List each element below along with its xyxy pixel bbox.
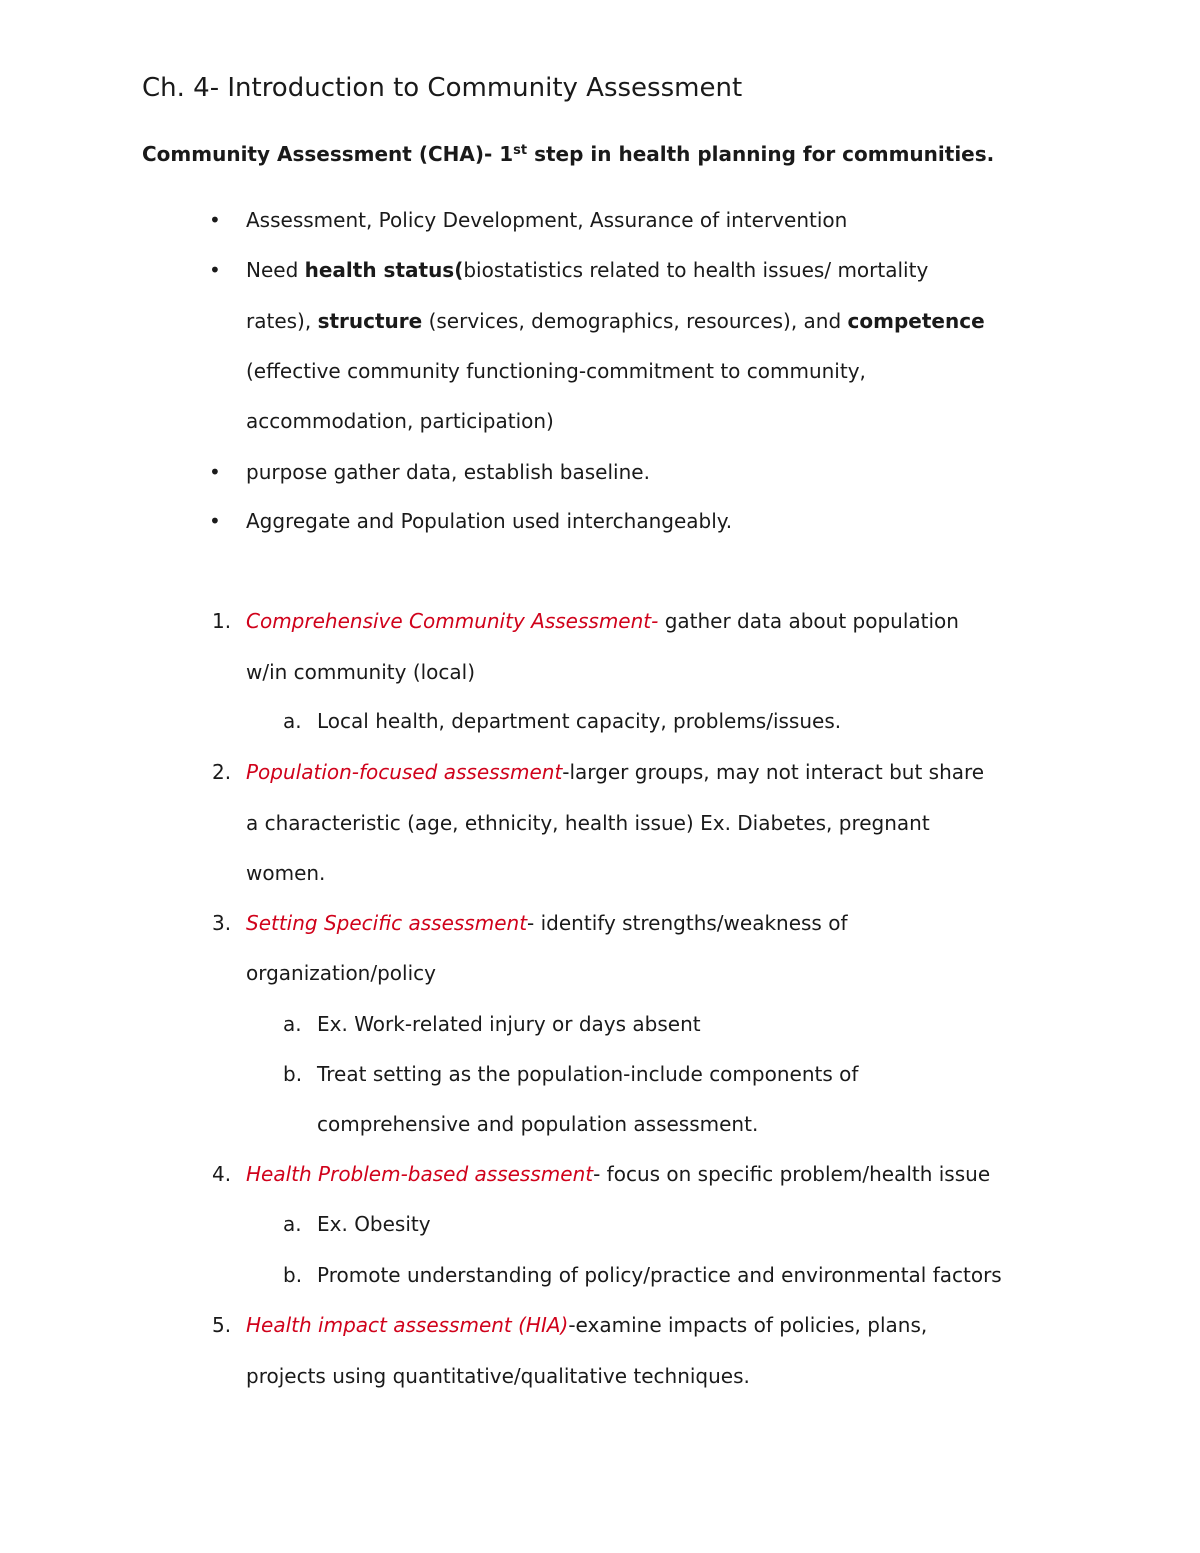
bullet-icon: •: [209, 208, 221, 232]
sub-item: Promote understanding of policy/practice and environmental factors: [317, 1263, 1002, 1287]
bullet-item: Aggregate and Population used interchangeably.: [246, 509, 733, 533]
bold-term-structure: structure: [317, 309, 423, 333]
numbered-item: [246, 608, 959, 634]
sub-list-letter: a.: [283, 1212, 302, 1236]
numbered-item-continuation: organization/policy: [246, 961, 436, 985]
bullet-item-continuation: accommodation, participation): [246, 409, 554, 433]
sub-list-letter: b.: [283, 1263, 303, 1287]
bullet-item-continuation: (effective community functioning-commitment to community,: [246, 359, 866, 383]
item-text: -larger groups, may not interact but share: [562, 760, 985, 784]
sub-list-letter: a.: [283, 709, 302, 733]
heading-text-rest: step in health planning for communities.: [527, 142, 995, 166]
numbered-item-continuation: women.: [246, 861, 326, 885]
assessment-term: Health Problem-based assessment: [246, 1162, 594, 1186]
assessment-term: Population-focused assessment: [246, 760, 563, 784]
bullet-item: [246, 257, 928, 283]
numbered-item-continuation: projects using quantitative/qualitative techniques.: [246, 1364, 750, 1388]
assessment-term: Comprehensive Community Assessment-: [246, 609, 659, 633]
sub-item: Treat setting as the population-include components of: [317, 1062, 859, 1086]
sub-list-letter: a.: [283, 1012, 302, 1036]
numbered-item: [246, 1161, 990, 1187]
assessment-term: Health impact assessment (HIA): [246, 1313, 569, 1337]
numbered-item: [246, 910, 848, 936]
numbered-item: [246, 1312, 927, 1338]
item-text: - identify strengths/weakness of: [527, 911, 848, 935]
bullet-item-continuation: [246, 308, 985, 334]
bullet-item: Assessment, Policy Development, Assurance of intervention: [246, 208, 848, 232]
bullet-icon: •: [209, 460, 221, 484]
heading-superscript: st: [513, 143, 528, 158]
numbered-item-continuation: w/in community (local): [246, 660, 476, 684]
heading-text: Community Assessment (CHA)- 1: [142, 142, 514, 166]
list-number: 5.: [212, 1313, 232, 1337]
list-number: 1.: [212, 609, 232, 633]
numbered-item-continuation: a characteristic (age, ethnicity, health issue) Ex. Diabetes, pregnant: [246, 811, 930, 835]
bold-term-health-status: health status(: [304, 258, 464, 282]
assessment-term: Setting Specific assessment: [246, 911, 528, 935]
bullet-icon: •: [209, 258, 221, 282]
item-text: -examine impacts of policies, plans,: [568, 1313, 928, 1337]
item-text: - focus on specific problem/health issue: [593, 1162, 991, 1186]
section-heading: [142, 141, 994, 167]
bullet-text: biostatistics related to health issues/ mortality: [463, 258, 929, 282]
bullet-item: purpose gather data, establish baseline.: [246, 460, 650, 484]
bullet-text: rates),: [246, 309, 318, 333]
bullet-icon: •: [209, 509, 221, 533]
bullet-text: Need: [246, 258, 305, 282]
numbered-item: [246, 759, 984, 785]
sub-item: Ex. Work-related injury or days absent: [317, 1012, 701, 1036]
page-title: Ch. 4- Introduction to Community Assessment: [142, 73, 743, 103]
list-number: 3.: [212, 911, 232, 935]
sub-item: Ex. Obesity: [317, 1212, 431, 1236]
bullet-text: (services, demographics, resources), and: [422, 309, 848, 333]
sub-item-continuation: comprehensive and population assessment.: [317, 1112, 759, 1136]
sub-list-letter: b.: [283, 1062, 303, 1086]
list-number: 4.: [212, 1162, 232, 1186]
sub-item: Local health, department capacity, problems/issues.: [317, 709, 842, 733]
item-text: gather data about population: [658, 609, 959, 633]
list-number: 2.: [212, 760, 232, 784]
bold-term-competence: competence: [847, 309, 985, 333]
